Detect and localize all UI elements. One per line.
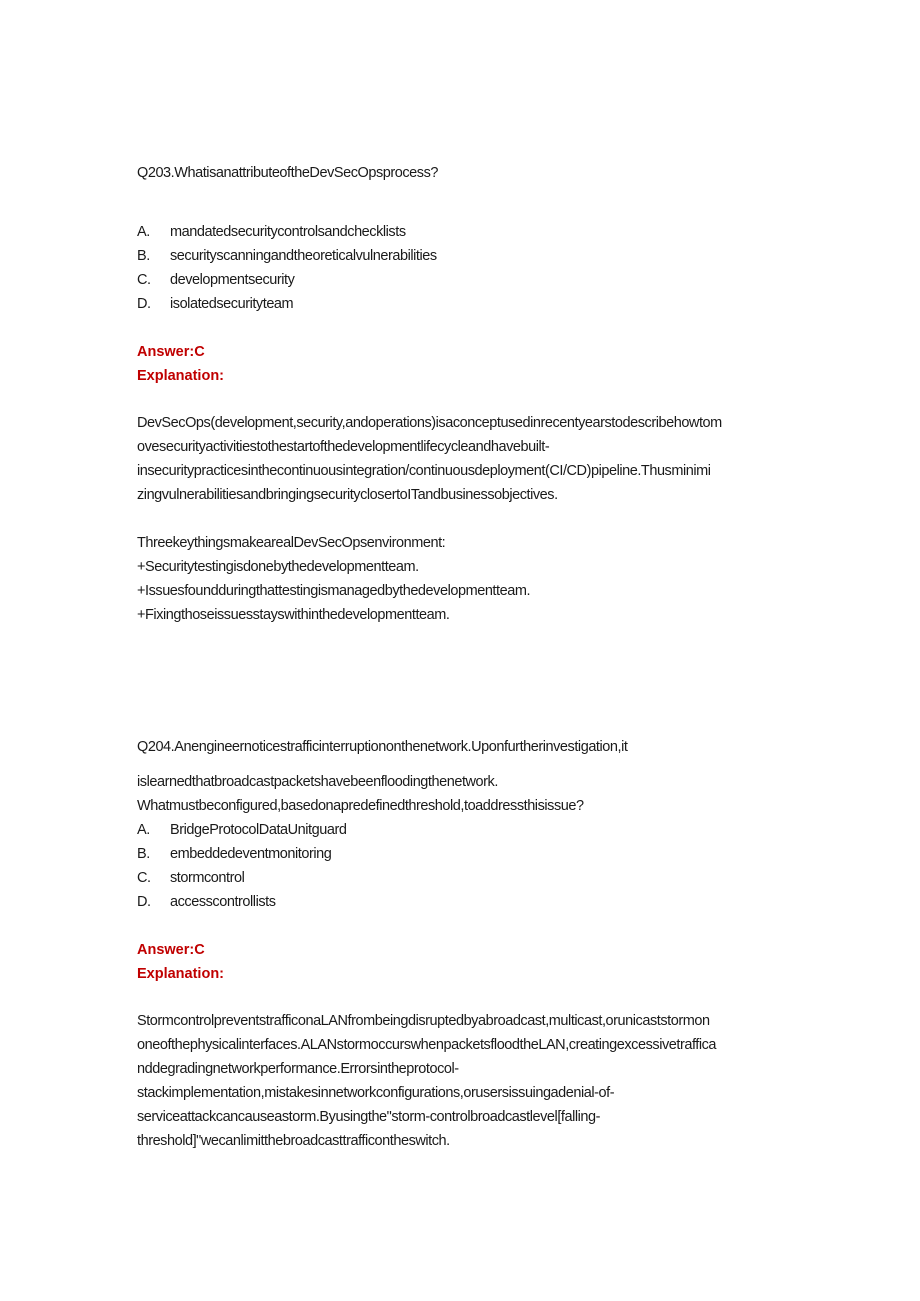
explanation-label: Explanation: xyxy=(137,368,225,384)
answer-label: Answer:C xyxy=(137,942,205,958)
option-text: BridgeProtocolDataUnitguard xyxy=(170,822,347,838)
option-text: accesscontrollists xyxy=(170,894,276,910)
option-text: securityscanningandtheoreticalvulnerabilities xyxy=(170,248,437,264)
question-line: islearnedthatbroadcastpacketshavebeenfloodingthenetwork. xyxy=(137,774,498,790)
option-text: isolatedsecurityteam xyxy=(170,296,294,312)
option-key: B. xyxy=(137,846,150,862)
explanation-line: oneofthephysicalinterfaces.ALANstormoccurswhenpacketsfloodtheLAN,creatingexcessivetraffica xyxy=(137,1037,717,1053)
explanation-line: zingvulnerabilitiesandbringingsecurityclosertoITandbusinessobjectives. xyxy=(137,487,558,503)
explanation-line: ovesecurityactivitiestothestartofthedevelopmentlifecycleandhavebuilt- xyxy=(137,439,550,455)
option-key: C. xyxy=(137,272,151,288)
option-key: A. xyxy=(137,822,150,838)
option-key: B. xyxy=(137,248,150,264)
option-text: stormcontrol xyxy=(170,870,245,886)
answer-option xyxy=(137,247,437,265)
explanation-line: StormcontrolpreventstrafficonaLANfrombeingdisruptedbyabroadcast,multicast,orunicaststormon xyxy=(137,1013,710,1029)
answer-option xyxy=(137,893,276,911)
explanation-line: insecuritypracticesinthecontinuousintegration/continuousdeployment(CI/CD)pipeline.Thusminimi xyxy=(137,463,711,479)
explanation-line: serviceattackcancauseastorm.Byusingthe"storm-controlbroadcastlevel[falling- xyxy=(137,1109,601,1125)
answer-option xyxy=(137,845,331,863)
option-text: mandatedsecuritycontrolsandchecklists xyxy=(170,224,406,240)
answer-option xyxy=(137,869,244,887)
question-line: Whatmustbeconfigured,basedonapredefinedthreshold,toaddressthisissue? xyxy=(137,798,584,814)
answer-option xyxy=(137,295,293,313)
explanation-line: +Fixingthoseissuesstayswithinthedevelopmentteam. xyxy=(137,607,450,623)
explanation-line: ThreekeythingsmakearealDevSecOpsenvironment: xyxy=(137,535,446,551)
option-key: C. xyxy=(137,870,151,886)
explanation-line: stackimplementation,mistakesinnetworkconfigurations,orusersissuingadenial-of- xyxy=(137,1085,615,1101)
question-title: Q203.WhatisanattributeoftheDevSecOpsprocess? xyxy=(137,165,438,181)
explanation-line: threshold]"wecanlimitthebroadcasttrafficontheswitch. xyxy=(137,1133,450,1149)
option-text: embeddedeventmonitoring xyxy=(170,846,332,862)
answer-label: Answer:C xyxy=(137,344,205,360)
explanation-line: DevSecOps(development,security,andoperations)isaconceptusedinrecentyearstodescribehowtom xyxy=(137,415,722,431)
question-title: Q204.Anengineernoticestrafficinterruptiononthenetwork.Uponfurtherinvestigation,it xyxy=(137,739,628,755)
explanation-line: +Issuesfoundduringthattestingismanagedbythedevelopmentteam. xyxy=(137,583,531,599)
answer-option xyxy=(137,821,346,839)
option-key: D. xyxy=(137,894,151,910)
answer-option xyxy=(137,223,406,241)
explanation-label: Explanation: xyxy=(137,966,225,982)
option-key: A. xyxy=(137,224,150,240)
explanation-line: nddegradingnetworkperformance.Errorsintheprotocol- xyxy=(137,1061,459,1077)
option-text: developmentsecurity xyxy=(170,272,295,288)
answer-option xyxy=(137,271,294,289)
explanation-line: +Securitytestingisdonebythedevelopmentteam. xyxy=(137,559,419,575)
option-key: D. xyxy=(137,296,151,312)
